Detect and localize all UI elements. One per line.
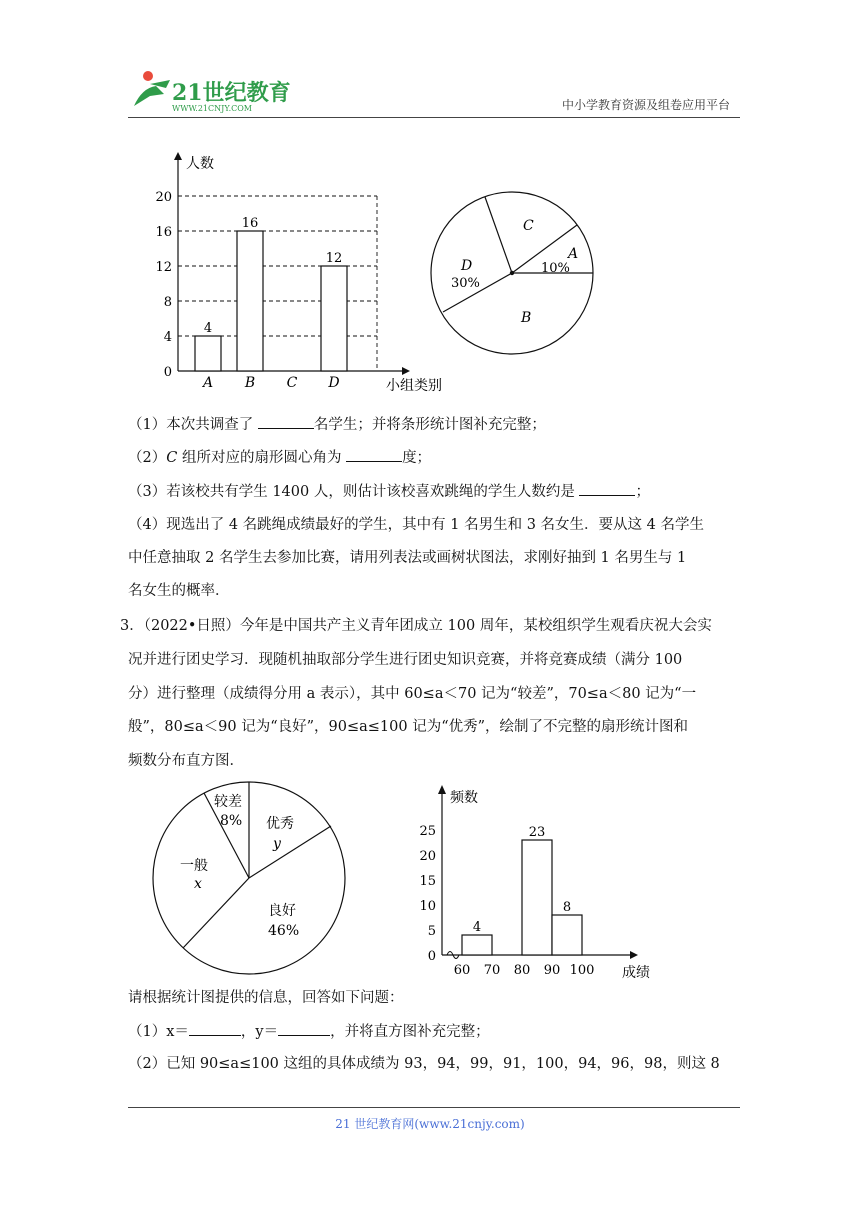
x-tick-label: C — [286, 375, 298, 391]
q2-part4-line3: 名女生的概率． — [128, 583, 230, 599]
q2-part1 — [128, 414, 740, 435]
header-divider — [128, 117, 740, 118]
q2-part2-letter: C — [166, 450, 178, 466]
x-axis-arrow — [630, 951, 638, 959]
y-tick-label: 0 — [163, 365, 172, 380]
q2-part3-text: （3）若该校共有学生 1400 人，则估计该校喜欢跳绳的学生人数约是 — [128, 484, 575, 500]
site-logo — [120, 66, 320, 114]
q3-line3: 分）进行整理（成绩得分用 a 表示），其中 60≤a＜70 记为“较差”，70≤a＜80 记为“一 — [128, 686, 697, 702]
q2-part3-suffix: ； — [635, 484, 650, 500]
pie2-label-good: 良好 — [268, 903, 296, 919]
q3-line1: 3．（2022•日照）今年是中国共产主义青年团成立 100 周年，某校组织学生观看庆祝大会实 — [120, 618, 712, 634]
y-tick-label: 8 — [163, 295, 172, 310]
q3-line5: 频数分布直方图． — [128, 753, 244, 769]
pie2-value-excellent: y — [273, 836, 281, 852]
pie2-label-excellent: 优秀 — [266, 816, 294, 832]
x-tick-label: 60 — [453, 963, 471, 978]
x-tick-label: A — [202, 375, 214, 391]
platform-name: 中小学教育资源及组卷应用平台 — [561, 98, 730, 112]
bar — [321, 266, 347, 371]
y-tick-label: 0 — [427, 949, 436, 964]
y-tick-label: 15 — [419, 874, 436, 889]
x-axis-label: 小组类别 — [386, 378, 442, 394]
pie2-label-average: 一般 — [180, 858, 208, 874]
pie1-divider-c — [485, 197, 512, 273]
footer-text: 21 世纪教育网(www.21cnjy.com) — [335, 1117, 525, 1131]
y-tick-label: 4 — [163, 330, 172, 345]
q3-sub1-y-blank[interactable] — [278, 1021, 330, 1036]
bar-data-label: 16 — [241, 216, 259, 231]
pie1-label-d: D — [461, 258, 473, 274]
logo-url: WWW.21CNJY.COM — [172, 104, 252, 113]
x-tick-label: 100 — [569, 963, 595, 978]
q3-sub2: （2）已知 90≤a≤100 这组的具体成绩为 93，94，99，91，100，94，96，98，则这 8 — [128, 1056, 720, 1072]
q2-part2 — [128, 447, 740, 468]
q3-sub1-x: （1）x＝ — [128, 1024, 189, 1040]
pie1-pct-d: 30% — [451, 276, 480, 291]
y-axis-arrow — [438, 785, 446, 794]
q2-part2-suffix: 度； — [402, 450, 432, 466]
y-tick-label: 5 — [427, 924, 436, 939]
pie2-value-poor: 8% — [220, 813, 243, 829]
q3-line4: 般”，80≤a＜90 记为“良好”，90≤a≤100 记为“优秀”，绘制了不完整的扇形统计图和 — [128, 719, 689, 735]
y-tick-label: 12 — [155, 260, 172, 275]
q2-part2-blank[interactable] — [346, 447, 402, 462]
pie2-value-good: 46% — [268, 923, 300, 939]
pie2-label-poor: 较差 — [214, 794, 242, 810]
x-tick-label: D — [328, 375, 340, 391]
y-tick-label: 16 — [155, 225, 172, 240]
pie2-divider-d — [183, 878, 249, 948]
pie1-label-c: C — [523, 218, 534, 234]
x-tick-label: 70 — [483, 963, 501, 978]
bar — [195, 336, 221, 371]
pie1-label-b: B — [521, 310, 532, 326]
pie2-divider-c — [249, 826, 331, 878]
q2-part1-text-b: 名学生；并将条形统计图补充完整； — [313, 417, 546, 433]
q3-sub1-y: ，y＝ — [240, 1024, 279, 1040]
q3-line2: 况并进行团史学习．现随机抽取部分学生进行团史知识竞赛，并将竞赛成绩（满分 100 — [128, 652, 683, 668]
bar-data-label: 12 — [325, 251, 343, 266]
footer-divider — [128, 1107, 740, 1108]
q2-part3 — [128, 481, 740, 502]
y-tick-label: 10 — [419, 899, 436, 914]
y-axis-label: 频数 — [450, 790, 478, 806]
histogram-bar — [462, 935, 492, 955]
q2-part3-blank[interactable] — [579, 481, 635, 496]
q2-part1-blank[interactable] — [258, 414, 314, 429]
histogram-bar — [522, 840, 552, 955]
bar-data-label: 4 — [472, 920, 482, 935]
pie2-value-average: x — [194, 876, 202, 892]
histogram-scores — [410, 780, 670, 985]
q2-part1-text-a: （1）本次共调查了 — [128, 417, 254, 433]
q3-sub1 — [128, 1021, 740, 1042]
pie-chart-scores — [150, 778, 360, 978]
y-axis-arrow — [174, 152, 182, 160]
pie1-pct-a: 10% — [541, 261, 570, 276]
q3-instruction: 请根据统计图提供的信息，回答如下问题： — [128, 990, 404, 1006]
q2-part2-text: 组所对应的扇形圆心角为 — [177, 450, 342, 466]
x-axis-label: 成绩 — [622, 965, 650, 981]
bar-chart-groups — [150, 148, 460, 398]
y-tick-label: 25 — [419, 824, 436, 839]
pie1-label-a: A — [568, 246, 579, 262]
logo-text: 21世纪教育 — [172, 80, 291, 106]
y-tick-label: 20 — [155, 190, 172, 205]
y-tick-label: 20 — [419, 849, 436, 864]
x-tick-label: B — [244, 375, 256, 391]
bar-data-label: 8 — [562, 900, 572, 915]
y-axis-label: 人数 — [186, 156, 214, 172]
x-tick-label: 80 — [513, 963, 531, 978]
histogram-bar — [552, 915, 582, 955]
x-axis-arrow — [402, 367, 410, 375]
q2-part4-line1: （4）现选出了 4 名跳绳成绩最好的学生，其中有 1 名男生和 3 名女生．要从这 4 名学生 — [128, 517, 704, 533]
q2-part2-prefix: （2） — [128, 450, 167, 466]
q3-sub1-x-blank[interactable] — [189, 1021, 241, 1036]
q3-sub1-rest: ，并将直方图补充完整； — [330, 1024, 490, 1040]
bar-data-label: 23 — [528, 825, 546, 840]
pie-chart-groups — [425, 180, 605, 360]
bar-data-label: 4 — [203, 321, 213, 336]
q2-part4-line2: 中任意抽取 2 名学生去参加比赛，请用列表法或画树状图法，求刚好抽到 1 名男生与 1 — [128, 550, 687, 566]
x-tick-label: 90 — [543, 963, 561, 978]
bar — [237, 231, 263, 371]
pie1-center — [510, 271, 514, 275]
